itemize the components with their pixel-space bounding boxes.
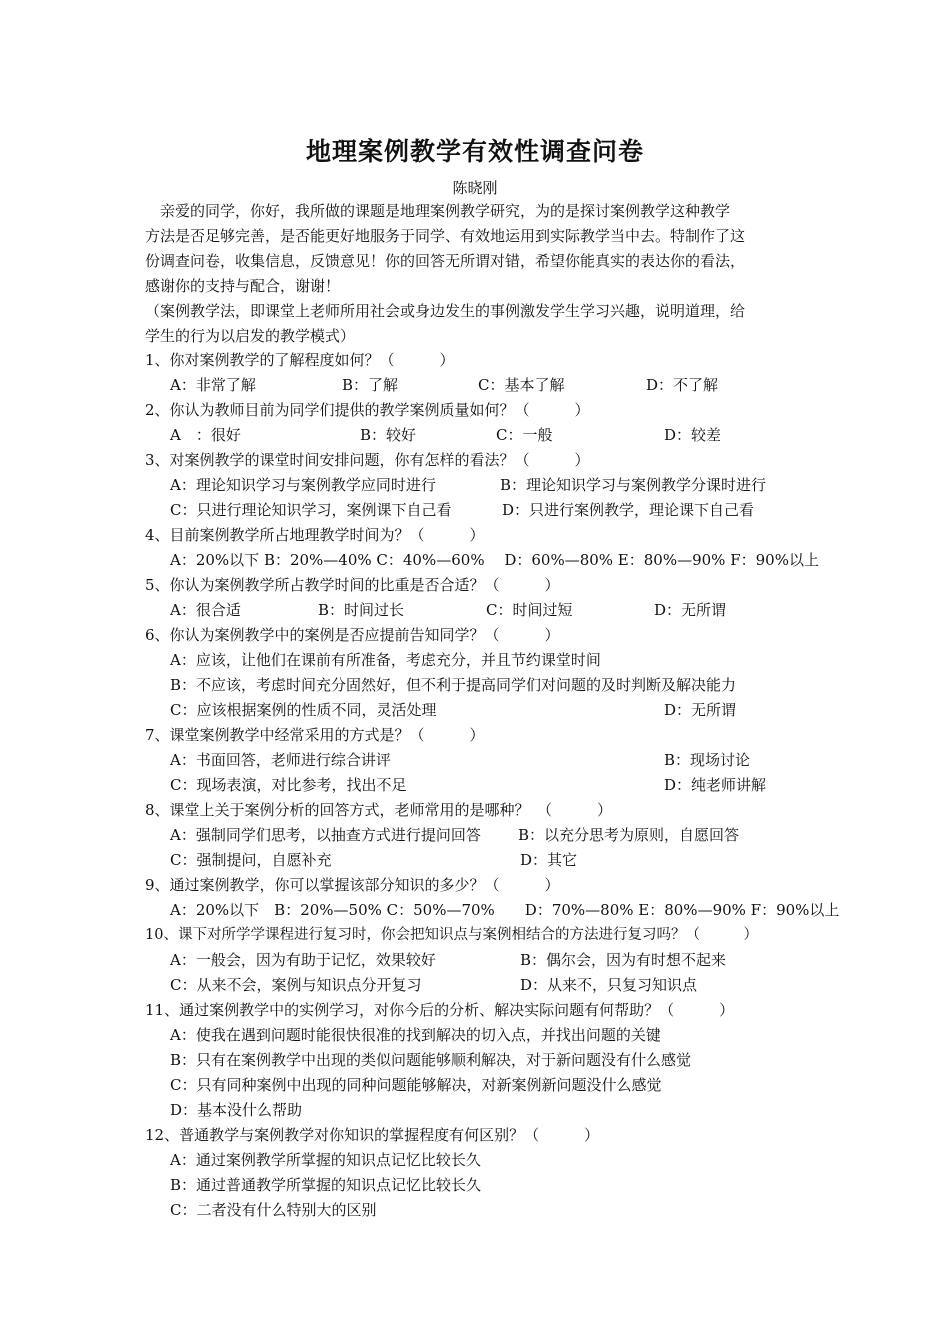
q7-option-a: A：书面回答，老师进行综合讲评: [170, 751, 391, 769]
q6-option-c: C：应该根据案例的性质不同，灵活处理: [170, 701, 437, 719]
q2-option-b: B：较好: [360, 426, 417, 444]
q11-option-a: A：使我在遇到问题时能很快很准的找到解决的切入点，并找出问题的关键: [170, 1026, 661, 1044]
q6-option-a: A：应该，让他们在课前有所准备，考虑充分，并且节约课堂时间: [170, 651, 601, 669]
question-10: 10、课下对所学学课程进行复习时，你会把知识点与案例相结合的方法进行复习吗？（ ）: [145, 927, 758, 943]
author-name: 陈晓刚: [452, 179, 498, 197]
q8-option-d: D：其它: [520, 851, 578, 869]
intro-line: 方法是否足够完善，是否能更好地服务于同学、有效地运用到实际教学当中去。特制作了这: [145, 227, 746, 245]
question-7: 7、课堂案例教学中经常采用的方式是？（ ）: [145, 726, 485, 744]
question-8: 8、课堂上关于案例分析的回答方式，老师常用的是哪种？ （ ）: [145, 801, 613, 819]
page-title: 地理案例教学有效性调查问卷: [305, 137, 644, 166]
q2-option-d: D：较差: [664, 426, 722, 444]
q7-option-c: C：现场表演，对比参考，找出不足: [170, 776, 407, 794]
question-12: 12、普通教学与案例教学对你知识的掌握程度有何区别？（ ）: [145, 1126, 600, 1144]
q8-option-b: B：以充分思考为原则，自愿回答: [518, 826, 740, 844]
q1-option-a: A：非常了解: [170, 376, 256, 394]
question-3: 3、对案例教学的课堂时间安排问题，你有怎样的看法？（ ）: [145, 451, 590, 469]
q5-option-c: C：时间过短: [486, 601, 573, 619]
q1-option-d: D：不了解: [646, 376, 719, 394]
q2-option-c: C：一般: [496, 426, 553, 444]
question-5: 5、你认为案例教学所占教学时间的比重是否合适？（ ）: [145, 576, 560, 594]
q11-option-c: C：只有同种案例中出现的同种问题能够解决，对新案例新问题没什么感觉: [170, 1076, 662, 1094]
q12-option-a: A：通过案例教学所掌握的知识点记忆比较长久: [170, 1151, 481, 1169]
q3-option-b: B：理论知识学习与案例教学分课时进行: [500, 476, 767, 494]
question-11: 11、通过案例教学中的实例学习，对你今后的分析、解决实际问题有何帮助？（ ）: [145, 1001, 735, 1019]
q4-options: A：20%以下 B：20%—40% C：40%—60% D：60%—80% E：80%—90% F：90%以上: [170, 551, 819, 569]
q5-option-a: A：很合适: [170, 601, 241, 619]
intro-line: 份调查问卷，收集信息，反馈意见！你的回答无所谓对错，希望你能真实的表达你的看法，: [145, 252, 746, 270]
q8-option-a: A：强制同学们思考，以抽查方式进行提问回答: [170, 826, 481, 844]
q6-option-d: D：无所谓: [664, 701, 737, 719]
question-2: 2、你认为教师目前为同学们提供的教学案例质量如何？（ ）: [145, 401, 590, 419]
intro-line: （案例教学法，即课堂上老师所用社会或身边发生的事例激发学生学习兴趣，说明道理，给: [145, 302, 746, 320]
q7-option-d: D：纯老师讲解: [664, 776, 767, 794]
intro-line: 学生的行为以启发的教学模式）: [145, 327, 356, 345]
q5-option-d: D：无所谓: [654, 601, 727, 619]
q10-option-a: A：一般会，因为有助于记忆，效果较好: [170, 951, 436, 969]
q11-option-d: D：基本没什么帮助: [170, 1101, 303, 1119]
q3-option-c: C：只进行理论知识学习，案例课下自己看: [170, 501, 452, 519]
q10-option-c: C：从来不会，案例与知识点分开复习: [170, 976, 422, 994]
q11-option-b: B：只有在案例教学中出现的类似问题能够顺利解决，对于新问题没有什么感觉: [170, 1051, 692, 1069]
question-6: 6、你认为案例教学中的案例是否应提前告知同学？（ ）: [145, 626, 560, 644]
q2-option-a: A ：很好: [170, 426, 241, 444]
q12-option-b: B：通过普通教学所掌握的知识点记忆比较长久: [170, 1176, 482, 1194]
q7-option-b: B：现场讨论: [664, 751, 751, 769]
intro-line: 感谢你的支持与配合，谢谢！: [145, 277, 341, 295]
q3-option-a: A：理论知识学习与案例教学应同时进行: [170, 476, 436, 494]
q1-option-c: C：基本了解: [478, 376, 565, 394]
question-4: 4、目前案例教学所占地理教学时间为？（ ）: [145, 526, 485, 544]
q3-option-d: D：只进行案例教学，理论课下自己看: [502, 501, 755, 519]
q9-options: A：20%以下 B：20%—50% C：50%—70% D：70%—80% E：80%—90% F：90%以上: [170, 901, 840, 919]
question-9: 9、通过案例教学，你可以掌握该部分知识的多少？（ ）: [145, 876, 560, 894]
q6-option-b: B：不应该，考虑时间充分固然好，但不利于提高同学们对问题的及时判断及解决能力: [170, 676, 737, 694]
q10-option-d: D：从来不，只复习知识点: [520, 976, 698, 994]
question-1: 1、你对案例教学的了解程度如何？（ ）: [145, 351, 455, 369]
intro-line: 亲爱的同学，你好，我所做的课题是地理案例教学研究，为的是探讨案例教学这种教学: [145, 202, 731, 220]
q10-option-b: B：偶尔会，因为有时想不起来: [520, 951, 727, 969]
q8-option-c: C：强制提问，自愿补充: [170, 851, 332, 869]
q1-option-b: B：了解: [342, 376, 399, 394]
q12-option-c: C：二者没有什么特别大的区别: [170, 1201, 377, 1219]
q5-option-b: B：时间过长: [318, 601, 405, 619]
